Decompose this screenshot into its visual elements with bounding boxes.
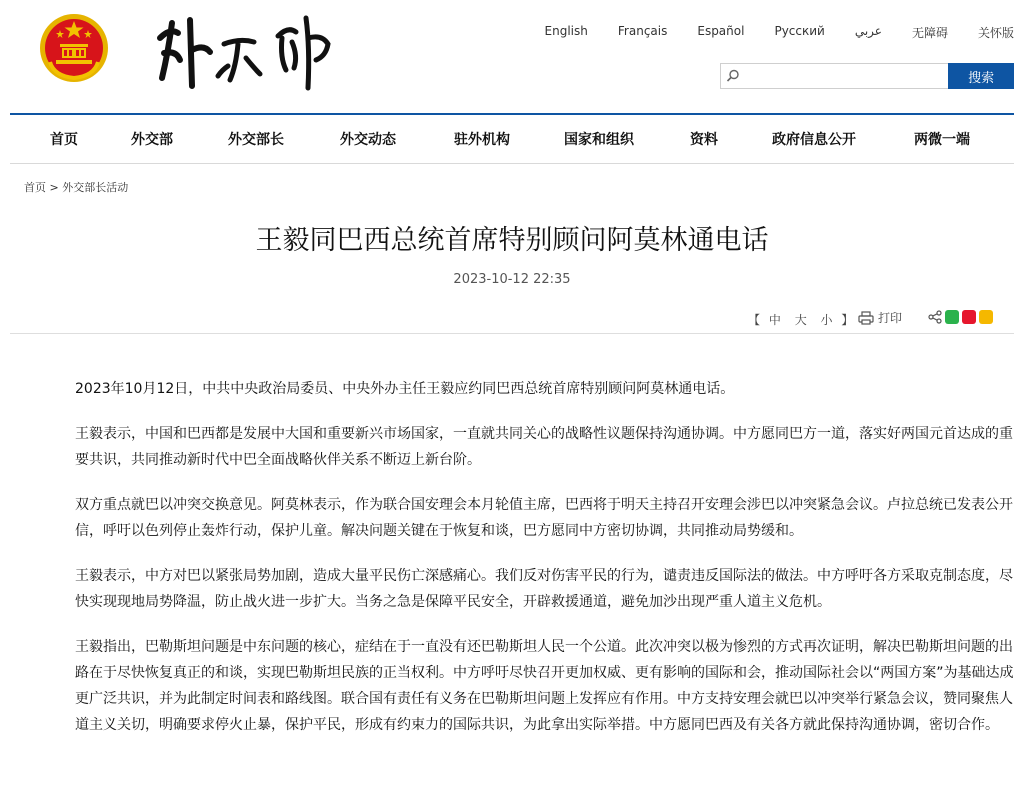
lang-accessibility[interactable]: 无障碍 bbox=[911, 26, 948, 40]
nav-ministry[interactable]: 外交部 bbox=[131, 132, 173, 148]
font-size-medium-button[interactable]: 大 bbox=[794, 313, 807, 327]
breadcrumb-separator: > bbox=[49, 181, 59, 194]
font-size-switcher bbox=[748, 311, 853, 328]
site-header bbox=[0, 0, 1024, 110]
main-nav bbox=[10, 113, 1014, 164]
search-bar bbox=[720, 63, 1014, 89]
search-button[interactable]: 搜索 bbox=[948, 63, 1014, 89]
article-paragraph: 2023年10月12日，中共中央政治局委员、中央外办主任王毅应约同巴西总统首席特别顾问阿莫林通电话。 bbox=[75, 381, 735, 397]
article-toolbar bbox=[10, 303, 1014, 334]
breadcrumb-home[interactable]: 首页 bbox=[24, 181, 46, 194]
nav-government-information[interactable]: 政府信息公开 bbox=[772, 132, 856, 148]
national-emblem-icon[interactable] bbox=[38, 12, 110, 84]
font-bracket-close: 】 bbox=[841, 313, 854, 327]
article-paragraph: 王毅表示，中方对巴以紧张局势加剧，造成大量平民伤亡深感痛心。我们反对伤害平民的行为，谴责违反国际法的做法。中方呼吁各方采取克制态度，尽快实现现地局势降温，防止战火进一步扩大。当务之急是保障平民安全，开辟救援通道，避免加沙出现严重人道主义危机。 bbox=[75, 568, 1013, 610]
font-bracket-open: 【 bbox=[748, 313, 761, 327]
nav-missions-abroad[interactable]: 驻外机构 bbox=[454, 132, 510, 148]
lang-spanish[interactable]: Español bbox=[697, 24, 745, 38]
print-label: 打印 bbox=[878, 311, 903, 325]
share-bar bbox=[928, 310, 993, 324]
search-icon bbox=[726, 69, 740, 83]
article-paragraph: 王毅表示，中国和巴西都是发展中大国和重要新兴市场国家，一直就共同关心的战略性议题保持沟通协调。中方愿同巴方一道，落实好两国元首达成的重要共识，共同推动新时代中巴全面战略伙伴关系不断迈上新台阶。 bbox=[75, 426, 1013, 468]
nav-minister[interactable]: 外交部长 bbox=[228, 132, 284, 148]
article-title: 王毅同巴西总统首席特别顾问阿莫林通电话 bbox=[255, 225, 769, 256]
search-input[interactable] bbox=[743, 64, 943, 86]
lang-russian[interactable]: Русский bbox=[774, 24, 825, 38]
lang-english[interactable]: English bbox=[544, 24, 588, 38]
nav-countries-organizations[interactable]: 国家和组织 bbox=[564, 132, 634, 148]
article-date: 2023-10-12 22:35 bbox=[453, 272, 571, 287]
nav-resources[interactable]: 资料 bbox=[690, 132, 718, 148]
site-logo-calligraphy[interactable] bbox=[150, 8, 340, 92]
breadcrumb bbox=[24, 179, 128, 195]
lang-care-edition[interactable]: 关怀版 bbox=[977, 26, 1014, 40]
font-size-small-button[interactable]: 小 bbox=[820, 313, 833, 327]
font-size-large-button[interactable]: 中 bbox=[768, 313, 781, 327]
article-body bbox=[75, 376, 1015, 757]
weibo-icon[interactable] bbox=[962, 310, 976, 324]
language-bar bbox=[515, 24, 1014, 42]
wechat-icon[interactable] bbox=[945, 310, 959, 324]
lang-arabic[interactable]: عربي bbox=[854, 24, 882, 38]
nav-home[interactable]: 首页 bbox=[50, 132, 78, 148]
qzone-icon[interactable] bbox=[979, 310, 993, 324]
article-paragraph: 双方重点就巴以冲突交换意见。阿莫林表示，作为联合国安理会本月轮值主席，巴西将于明天主持召开安理会涉巴以冲突紧急会议。卢拉总统已发表公开信，呼吁以色列停止轰炸行动，保护儿童。解决问题关键在于恢复和谈，巴方愿同中方密切协调，共同推动局势缓和。 bbox=[75, 497, 1013, 539]
article-paragraph: 王毅指出，巴勒斯坦问题是中东问题的核心，症结在于一直没有还巴勒斯坦人民一个公道。此次冲突以极为惨烈的方式再次证明，解决巴勒斯坦问题的出路在于尽快恢复真正的和谈，实现巴勒斯坦民族的正当权利。中方呼吁尽快召开更加权威、更有影响的国际和会，推动国际社会以“两国方案”为基础达成更广泛共识，并为此制定时间表和路线图。联合国有责任有义务在巴勒斯坦问题上发挥应有作用。中方支持安理会就巴以冲突举行紧急会议，赞同聚焦人道主义关切，明确要求停火止暴，保护平民，形成有约束力的国际共识，为此拿出实际举措。中方愿同巴西及有关各方就此保持沟通协调，密切合作。 bbox=[75, 639, 1014, 733]
print-button[interactable] bbox=[858, 309, 902, 326]
share-icon[interactable] bbox=[928, 310, 942, 324]
breadcrumb-current[interactable]: 外交部长活动 bbox=[62, 181, 129, 194]
search-box bbox=[720, 63, 948, 89]
nav-diplomatic-news[interactable]: 外交动态 bbox=[340, 132, 396, 148]
lang-french[interactable]: Français bbox=[617, 24, 668, 38]
print-icon bbox=[858, 311, 874, 325]
nav-weibo-wechat-app[interactable]: 两微一端 bbox=[914, 132, 970, 148]
